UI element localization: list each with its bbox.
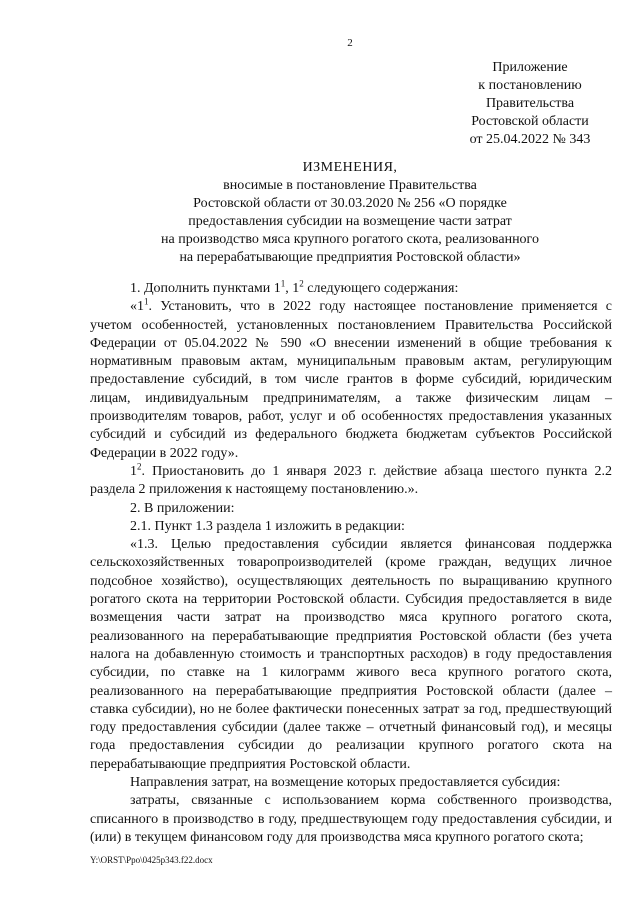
title-line: на перерабатывающие предприятия Ростовской области» <box>179 250 521 265</box>
appendix-line: Ростовской области <box>471 114 589 129</box>
paragraph: затраты, связанные с использованием корма собственного производства, списанного в производство в году, предшествующем году предоставления субсидии, и (или) в текущем финансовом году для производства мяса крупного рогатого скота; <box>90 793 612 845</box>
paragraph: 1. Дополнить пунктами $1^1$, $1^2$ следующего содержания: <box>130 278 459 296</box>
paragraph: Направления затрат, на возмещение которых предоставляется субсидия: <box>130 775 561 791</box>
appendix-line: к постановлению <box>478 78 582 93</box>
paragraph: «$1^1$. Установить, что в 2022 году настоящее постановление применяется с учетом особенностей, установленных постановлением Правительства Российской Федерации от 05.04.2022 № 590 «О внесении изменений в общие требования к нормативным правовым актам, муниципальным правовым актам, регулирующим предоставление субсидий, в том числе грантов в форме субсидий, юридическим лицам, индивидуальным предпринимателям, а также физическим лицам – производителям товаров, работ, услуг и об особенностях предоставления указанных субсидий и субсидий из федерального бюджета бюджетам субъектов Российской Федерации в 2022 году». <box>90 296 612 461</box>
title-line: предоставления субсидии на возмещение части затрат <box>188 214 512 229</box>
appendix-line: от 25.04.2022 № 343 <box>469 132 591 147</box>
title-heading: ИЗМЕНЕНИЯ, <box>302 160 398 175</box>
paragraph: 2. В приложении: <box>130 500 235 516</box>
document-title <box>90 159 610 267</box>
paragraph: «1.3. Целью предоставления субсидии является финансовая поддержка сельскохозяйственных товаропроизводителей (кроме граждан, ведущих личное подсобное хозяйство), осуществляющих деятельность по выращиванию крупного рогатого скота на территории Ростовской области. Субсидия предоставляется в виде возмещения части затрат на производство мяса крупного рогатого скота, реализованного на перерабатывающие предприятия Ростовской области (без учета налога на добавленную стоимость и транспортных расходов) в году предоставления субсидии, по ставке на 1 килограмм живого веса крупного рогатого скота, реализованного на перерабатывающие предприятия Ростовской области (далее – ставка субсидии), но не более фактически понесенных затрат за год, предшествующий году предоставления субсидии (далее также – отчетный финансовый год), и месяцы года предоставления субсидии до реализации крупного рогатого скота на перерабатывающие предприятия Ростовской области. <box>90 537 612 772</box>
title-line: на производство мяса крупного рогатого скота, реализованного <box>161 232 539 247</box>
title-line: Ростовской области от 30.03.2020 № 256 «О порядке <box>193 196 507 211</box>
appendix-line: Правительства <box>485 96 575 111</box>
document-body <box>90 280 612 847</box>
paragraph: $1^2$. Приостановить до 1 января 2023 г. действие абзаца шестого пункта 2.2 раздела 2 приложения к настоящему постановлению.». <box>90 461 612 498</box>
page-number: 2 <box>347 37 353 49</box>
paragraph: 2.1. Пункт 1.3 раздела 1 изложить в редакции: <box>130 518 405 534</box>
appendix-header <box>420 59 640 149</box>
appendix-line: Приложение <box>492 60 568 75</box>
title-line: вносимые в постановление Правительства <box>223 178 477 193</box>
file-path-footer: Y:\ORST\Ppo\0425p343.f22.docx <box>90 855 213 865</box>
